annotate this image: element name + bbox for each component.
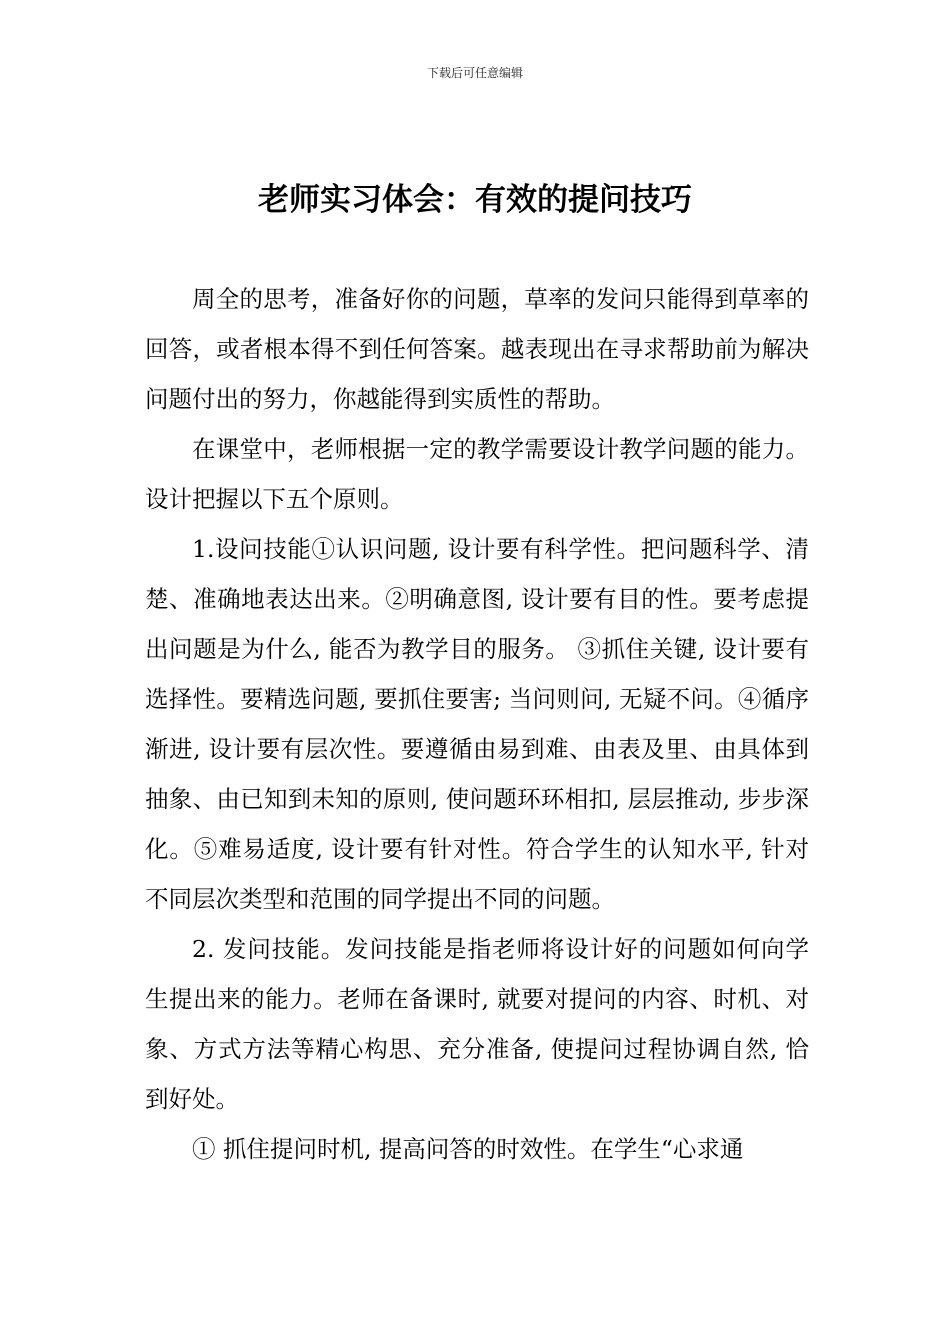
document-title: 老师实习体会：有效的提问技巧 (258, 182, 692, 218)
paragraph-design-ability: 在课堂中，老师根据一定的教学需要设计教学问题的能力。设计把握以下五个原则。 (145, 435, 809, 513)
paragraph-design-skill: 1.设问技能①认识问题, 设计要有科学性。把问题科学、清楚、准确地表达出来。②明确意图, 设计要有目的性。要考虑提出问题是为什么, 能否为教学目的服务。 ③抓住关键, 设计要有选择性。要精选问题, 要抓住要害; 当问则问, 无疑不问。④循序渐进, 设计要有层次性。要遵循由易到难、由表及里、由具体到抽象、由已知到未知的原则, 使问题环环相扣, 层层推动, 步步深化。⑤难易适度, 设计要有针对性。符合学生的认知水平, 针对不同层次类型和范围的同学提出不同的问题。 (145, 535, 809, 913)
paragraph-questioning-skill: 2. 发问技能。发问技能是指老师将设计好的问题如何向学生提出来的能力。老师在备课时, 就要对提问的内容、时机、对象、方式方法等精心构思、充分准备, 使提问过程协调自然, 恰到好处。 (145, 935, 809, 1113)
document-body (145, 274, 809, 1174)
page-header-note: 下载后可任意编辑 (426, 66, 523, 80)
paragraph-intro: 周全的思考，准备好你的问题，草率的发问只能得到草率的回答，或者根本得不到任何答案。越表现出在寻求帮助前为解决问题付出的努力，你越能得到实质性的帮助。 (145, 285, 809, 413)
paragraph-timing: ① 抓住提问时机, 提高问答的时效性。在学生“心求通 (192, 1135, 744, 1163)
